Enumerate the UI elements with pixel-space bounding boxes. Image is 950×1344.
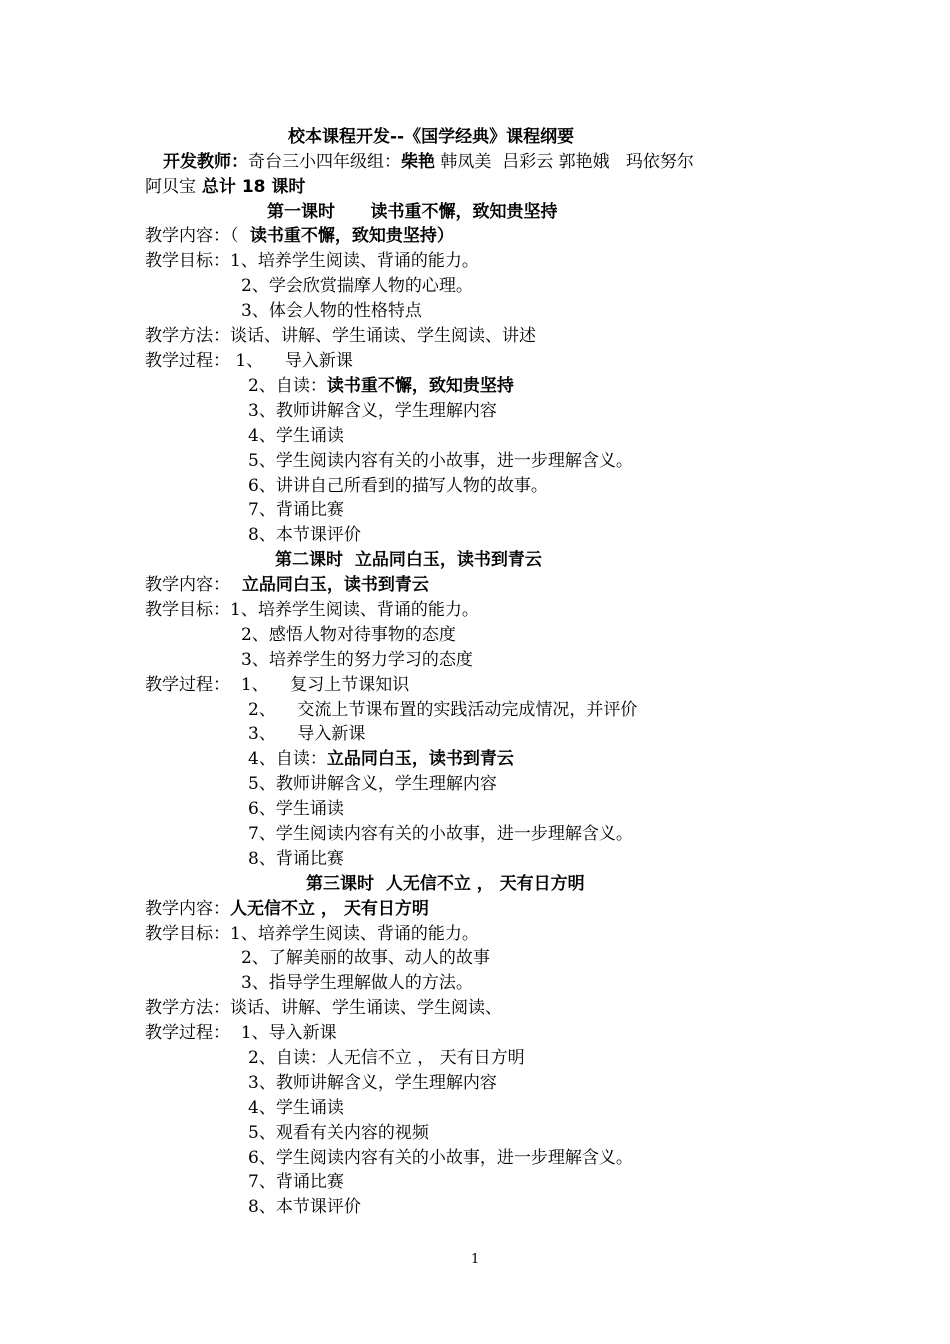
lesson1-step-7: 7、背诵比赛 <box>248 500 344 520</box>
total-hours: 总计 18 课时 <box>196 177 306 197</box>
lesson3-heading: 第三课时 人无信不立 ， 天有日方明 <box>306 874 585 894</box>
process-label: 教学过程： <box>145 675 230 695</box>
teacher-group: 奇台三小四年级组： <box>248 152 401 172</box>
lesson1-goal-1 <box>145 249 479 273</box>
method-label: 教学方法： <box>145 998 230 1018</box>
content-label: 教学内容： <box>145 575 230 595</box>
step-item: 4、自读： <box>248 749 327 769</box>
lesson3-step-2: 2、自读：人无信不立 ， 天有日方明 <box>248 1048 525 1068</box>
lesson2-goal-1 <box>145 598 479 622</box>
lesson1-step-2 <box>248 374 514 398</box>
lesson3-goal-1 <box>145 922 479 946</box>
lesson2-step-8: 8、背诵比赛 <box>248 849 344 869</box>
content-label: 教学内容：（ <box>145 226 244 246</box>
step-item: 2、自读： <box>248 376 327 396</box>
lesson3-goal-2: 2、了解美丽的故事、动人的故事 <box>241 948 490 968</box>
step-item: 1、 导入新课 <box>235 351 353 371</box>
lesson2-step-5: 5、教师讲解含义，学生理解内容 <box>248 774 497 794</box>
last-teacher: 阿贝宝 <box>145 177 196 197</box>
lesson2-step-6: 6、学生诵读 <box>248 799 344 819</box>
process-label: 教学过程： <box>145 351 230 371</box>
lesson1-step-5: 5、学生阅读内容有关的小故事，进一步理解含义。 <box>248 451 633 471</box>
goal-item: 1、培养学生阅读、背诵的能力。 <box>230 600 479 620</box>
step-item: 1、 复习上节课知识 <box>240 675 410 695</box>
lesson3-step-3: 3、教师讲解含义，学生理解内容 <box>248 1073 497 1093</box>
lesson1-goal-3: 3、体会人物的性格特点 <box>241 301 422 321</box>
lesson2-step-7: 7、学生阅读内容有关的小故事，进一步理解含义。 <box>248 824 633 844</box>
content-value: 读书重不懈，致知贵坚持） <box>243 226 454 246</box>
lesson2-heading: 第二课时 立品同白玉，读书到青云 <box>275 550 542 570</box>
lesson2-step-4 <box>248 747 514 771</box>
lesson3-step-8: 8、本节课评价 <box>248 1197 361 1217</box>
lesson1-step-6: 6、讲讲自己所看到的描写人物的故事。 <box>248 476 548 496</box>
content-label: 教学内容： <box>145 899 230 919</box>
lesson1-step-1 <box>145 349 353 373</box>
lesson1-step-3: 3、教师讲解含义，学生理解内容 <box>248 401 497 421</box>
step-bold-text: 立品同白玉，读书到青云 <box>326 749 514 769</box>
lesson3-method <box>145 996 502 1020</box>
lesson2-content <box>145 573 429 597</box>
lesson3-goal-3: 3、指导学生理解做人的方法。 <box>241 973 473 993</box>
lesson3-step-6: 6、学生阅读内容有关的小故事，进一步理解含义。 <box>248 1148 633 1168</box>
goal-item: 1、培养学生阅读、背诵的能力。 <box>230 924 479 944</box>
lesson1-goal-2: 2、学会欣赏揣摩人物的心理。 <box>241 276 473 296</box>
goal-item: 1、培养学生阅读、背诵的能力。 <box>230 251 479 271</box>
goals-label: 教学目标： <box>145 924 230 944</box>
method-label: 教学方法： <box>145 326 230 346</box>
document-title: 校本课程开发--《国学经典》课程纲要 <box>288 127 575 147</box>
other-teachers: 韩凤美 吕彩云 郭艳娥 玛依努尔 <box>435 152 694 172</box>
teacher-label: 开发教师： <box>163 152 248 172</box>
lesson3-content <box>145 897 429 921</box>
lesson2-goal-3: 3、培养学生的努力学习的态度 <box>241 650 473 670</box>
teacher-line-2 <box>145 175 305 199</box>
method-value: 谈话、讲解、学生诵读、学生阅读、 <box>230 998 502 1018</box>
lesson3-step-4: 4、学生诵读 <box>248 1098 344 1118</box>
lead-teacher: 柴艳 <box>401 152 435 172</box>
step-item: 1、导入新课 <box>240 1023 337 1043</box>
goals-label: 教学目标： <box>145 600 230 620</box>
content-value: 立品同白玉，读书到青云 <box>230 575 429 595</box>
lesson3-step-7: 7、背诵比赛 <box>248 1172 344 1192</box>
page-number: 1 <box>471 1252 480 1267</box>
step-bold-text: 读书重不懈，致知贵坚持 <box>326 376 514 396</box>
lesson3-step-1 <box>145 1021 337 1045</box>
lesson2-step-1 <box>145 673 409 697</box>
lesson1-content <box>145 224 454 248</box>
lesson3-step-5: 5、观看有关内容的视频 <box>248 1123 429 1143</box>
lesson1-method <box>145 324 536 348</box>
process-label: 教学过程： <box>145 1023 230 1043</box>
content-value: 人无信不立 ， 天有日方明 <box>230 899 429 919</box>
method-value: 谈话、讲解、学生诵读、学生阅读、讲述 <box>230 326 536 346</box>
lesson1-step-4: 4、学生诵读 <box>248 426 344 446</box>
lesson1-step-8: 8、本节课评价 <box>248 525 361 545</box>
lesson2-step-3: 3、 导入新课 <box>248 724 366 744</box>
teacher-line <box>163 150 694 174</box>
lesson2-goal-2: 2、感悟人物对待事物的态度 <box>241 625 456 645</box>
goals-label: 教学目标： <box>145 251 230 271</box>
lesson1-heading: 第一课时 读书重不懈，致知贵坚持 <box>267 202 558 222</box>
lesson2-step-2: 2、 交流上节课布置的实践活动完成情况，并评价 <box>248 700 638 720</box>
